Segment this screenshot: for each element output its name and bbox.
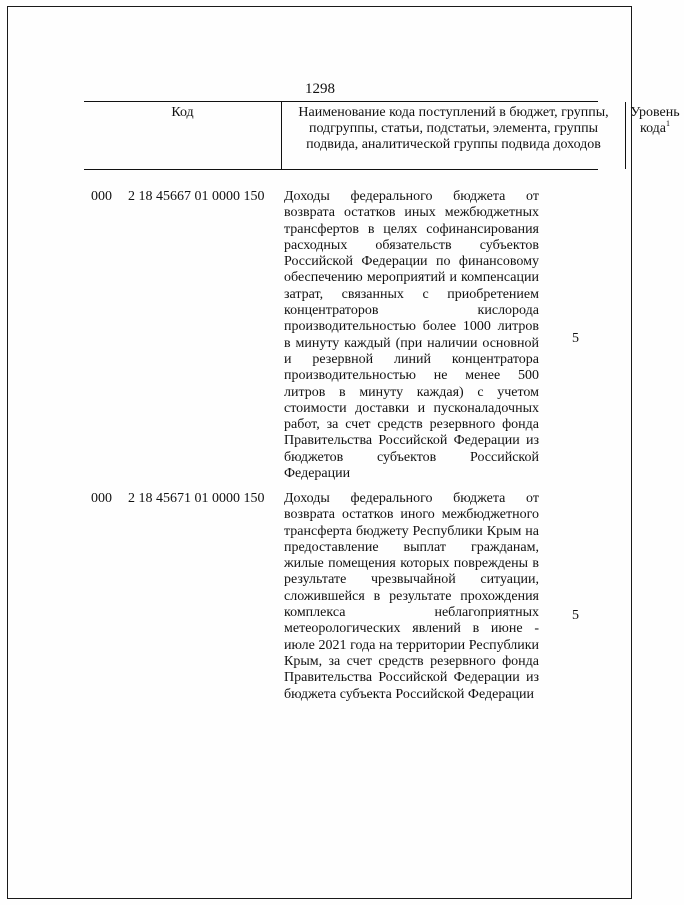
name-column-header: Наименование кода поступлений в бюджет, группы, подгруппы, статьи, подстатьи, элемента, группы подвида, аналитической группы подвида доходов: [281, 102, 626, 169]
level-footnote-mark: 1: [666, 119, 671, 128]
code-level: 5: [572, 608, 579, 623]
level-column-header: [626, 102, 684, 169]
table-header: [84, 101, 680, 170]
level-header-label: Уровень кода: [630, 105, 680, 136]
income-description: Доходы федерального бюджета от возврата остатков иного межбюджетного трансферта бюджету Республики Крым на предоставление выплат гражданам, жилые помещения которых повреждены в результате чрезвычайной ситуации, сложившейся в результате прохождения комплекса неблагоприятных метеорологических явлений в июне - июле 2021 года на территории Республики Крым, за счет средств резервного фонда Правительства Российской Федерации из бюджета субъекта Российской Федерации: [284, 491, 539, 702]
page-number: 1298: [305, 81, 335, 97]
income-code: 2 18 45667 01 0000 150: [128, 189, 265, 204]
admin-code: 000: [91, 491, 112, 506]
code-level: 5: [572, 331, 579, 346]
code-column-header: Код: [171, 105, 194, 120]
income-code: 2 18 45671 01 0000 150: [128, 491, 265, 506]
admin-code: 000: [91, 189, 112, 204]
income-description: Доходы федерального бюджета от возврата остатков иных межбюджетных трансфертов в целях софинансирования расходных обязательств субъектов Российской Федерации по финансовому обеспечению мероприятий и компенсации затрат, связанных с приобретением концентраторов кислорода производительностью более 1000 литров в минуту каждый (при наличии основной и резервной линий концентратора производительностью не менее 500 литров в минуту каждая) с учетом стоимости доставки и пусконаладочных работ, за счет средств резервного фонда Правительства Российской Федерации из бюджетов субъектов Российской Федерации: [284, 189, 539, 482]
